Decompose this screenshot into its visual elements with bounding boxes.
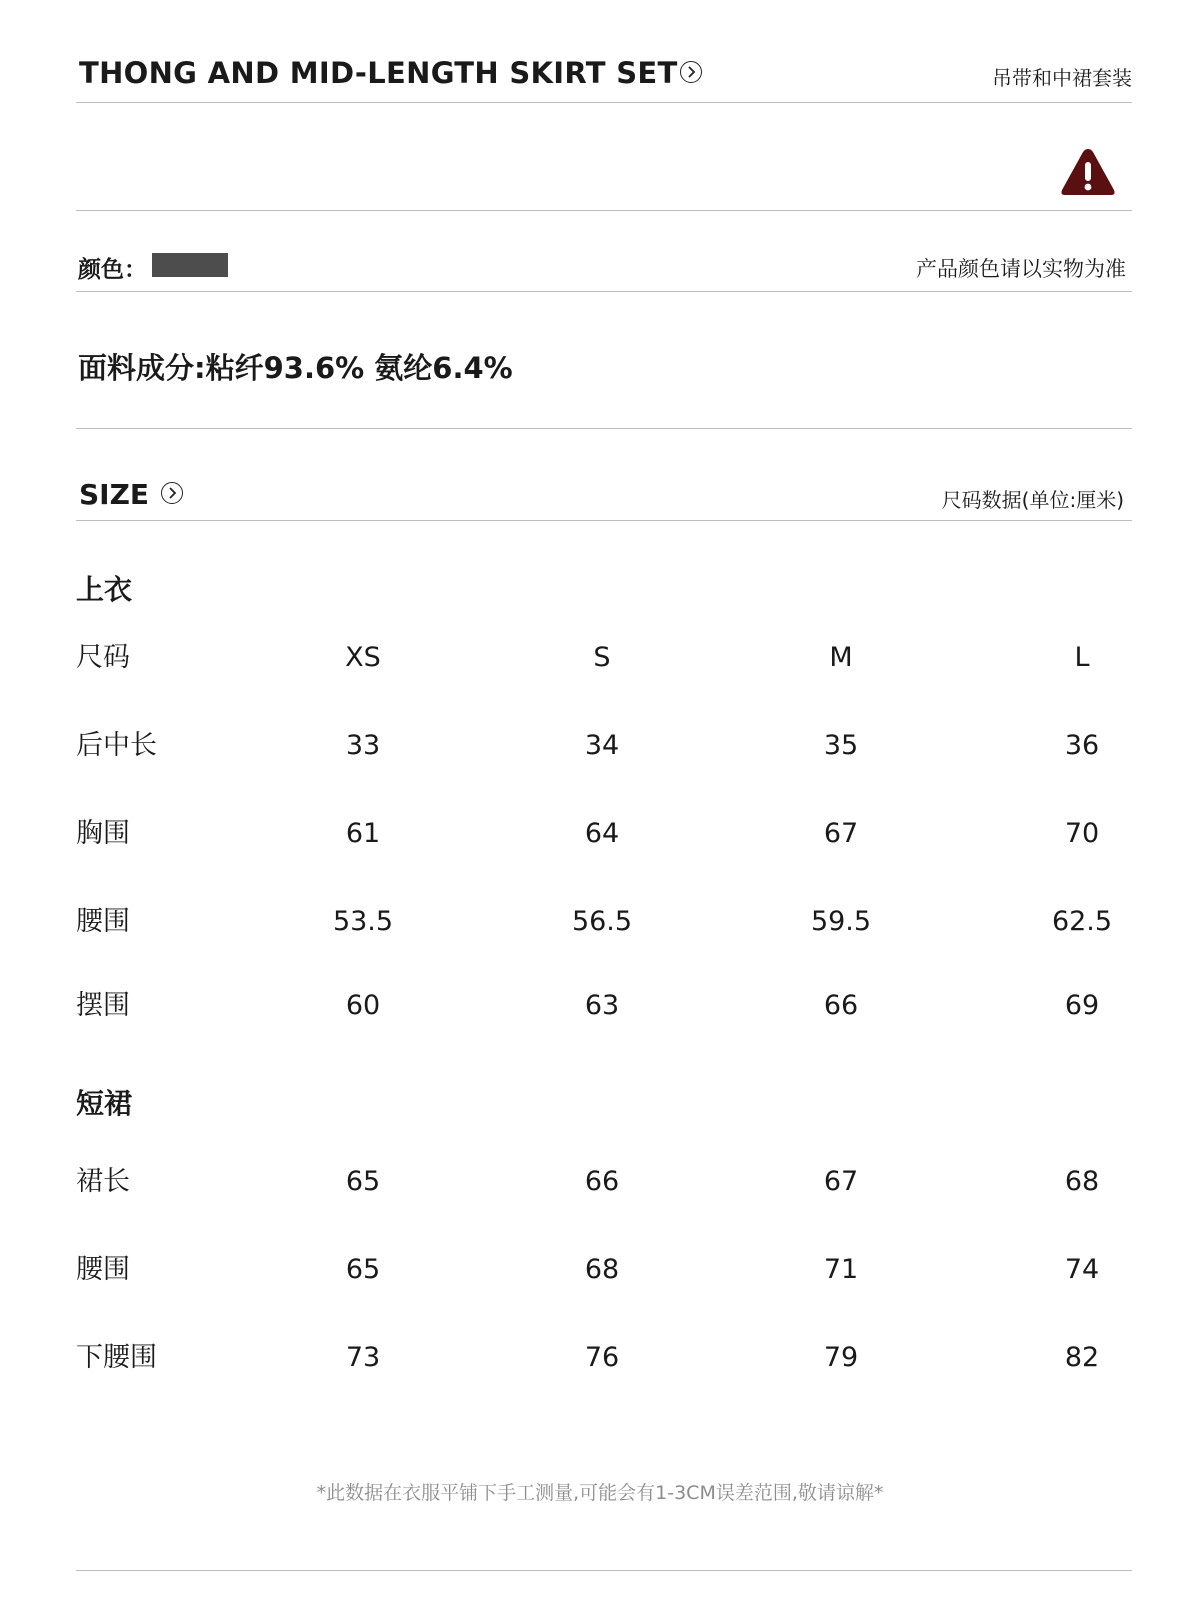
divider [76,102,1132,103]
color-note: 产品颜色请以实物为准 [916,257,1126,281]
measurement-footnote: *此数据在衣服平铺下手工测量,可能会有1-3CM误差范围,敬请谅解* [316,1482,884,1504]
divider [76,291,1132,292]
section-title-skirt: 短裙 [76,1087,133,1120]
product-title-en [79,56,702,90]
table-cell: 60 [345,990,381,1021]
table-cell: 76 [584,1342,620,1373]
table-cell: 33 [345,730,381,761]
table-cell: 53.5 [332,906,394,937]
table-cell: 82 [1064,1342,1100,1373]
table-cell: 67 [823,1166,859,1197]
table-cell: 62.5 [1051,906,1113,937]
table-cell: 74 [1064,1254,1100,1285]
table-row [0,986,1200,1026]
row-label: 腰围 [76,1254,130,1285]
divider [76,210,1132,211]
color-label: 颜色： [78,257,147,283]
table-row [0,814,1200,854]
row-label: 胸围 [76,818,130,849]
size-unit-note: 尺码数据(单位:厘米) [941,488,1124,512]
size-header-label: 尺码 [76,642,130,673]
table-cell: 59.5 [810,906,872,937]
size-s: S [593,642,611,673]
table-cell: 66 [823,990,859,1021]
row-label: 裙长 [76,1166,130,1197]
table-cell: 66 [584,1166,620,1197]
row-label: 腰围 [76,906,130,937]
table-cell: 65 [345,1166,381,1197]
size-l: L [1074,642,1090,673]
color-swatch [152,253,228,277]
table-cell: 70 [1064,818,1100,849]
table-row [0,1338,1200,1378]
table-cell: 64 [584,818,620,849]
divider [76,520,1132,521]
table-cell: 36 [1064,730,1100,761]
size-m: M [829,642,853,673]
divider [76,1570,1132,1571]
table-cell: 69 [1064,990,1100,1021]
row-label: 后中长 [76,730,157,761]
size-title [79,478,183,511]
size-header-row [0,638,1200,678]
product-title-text: THONG AND MID-LENGTH SKIRT SET [79,56,678,90]
table-cell: 65 [345,1254,381,1285]
table-row [0,902,1200,942]
table-row [0,1162,1200,1202]
table-cell: 79 [823,1342,859,1373]
table-cell: 34 [584,730,620,761]
row-label: 摆围 [76,990,130,1021]
table-row [0,726,1200,766]
table-row [0,1250,1200,1290]
divider [76,428,1132,429]
table-cell: 56.5 [571,906,633,937]
section-title-top: 上衣 [76,573,133,606]
size-xs: XS [345,642,381,673]
table-cell: 35 [823,730,859,761]
chevron-right-circle-icon[interactable] [161,482,183,504]
fabric-composition: 面料成分:粘纤93.6% 氨纶6.4% [78,351,513,385]
table-cell: 61 [345,818,381,849]
table-cell: 73 [345,1342,381,1373]
product-title-cn: 吊带和中裙套装 [992,66,1132,90]
table-cell: 71 [823,1254,859,1285]
warning-icon [1060,146,1116,202]
row-label: 下腰围 [76,1342,157,1373]
table-cell: 68 [584,1254,620,1285]
table-cell: 63 [584,990,620,1021]
chevron-right-circle-icon[interactable] [680,61,702,83]
size-title-text: SIZE [79,478,150,511]
table-cell: 67 [823,818,859,849]
table-cell: 68 [1064,1166,1100,1197]
